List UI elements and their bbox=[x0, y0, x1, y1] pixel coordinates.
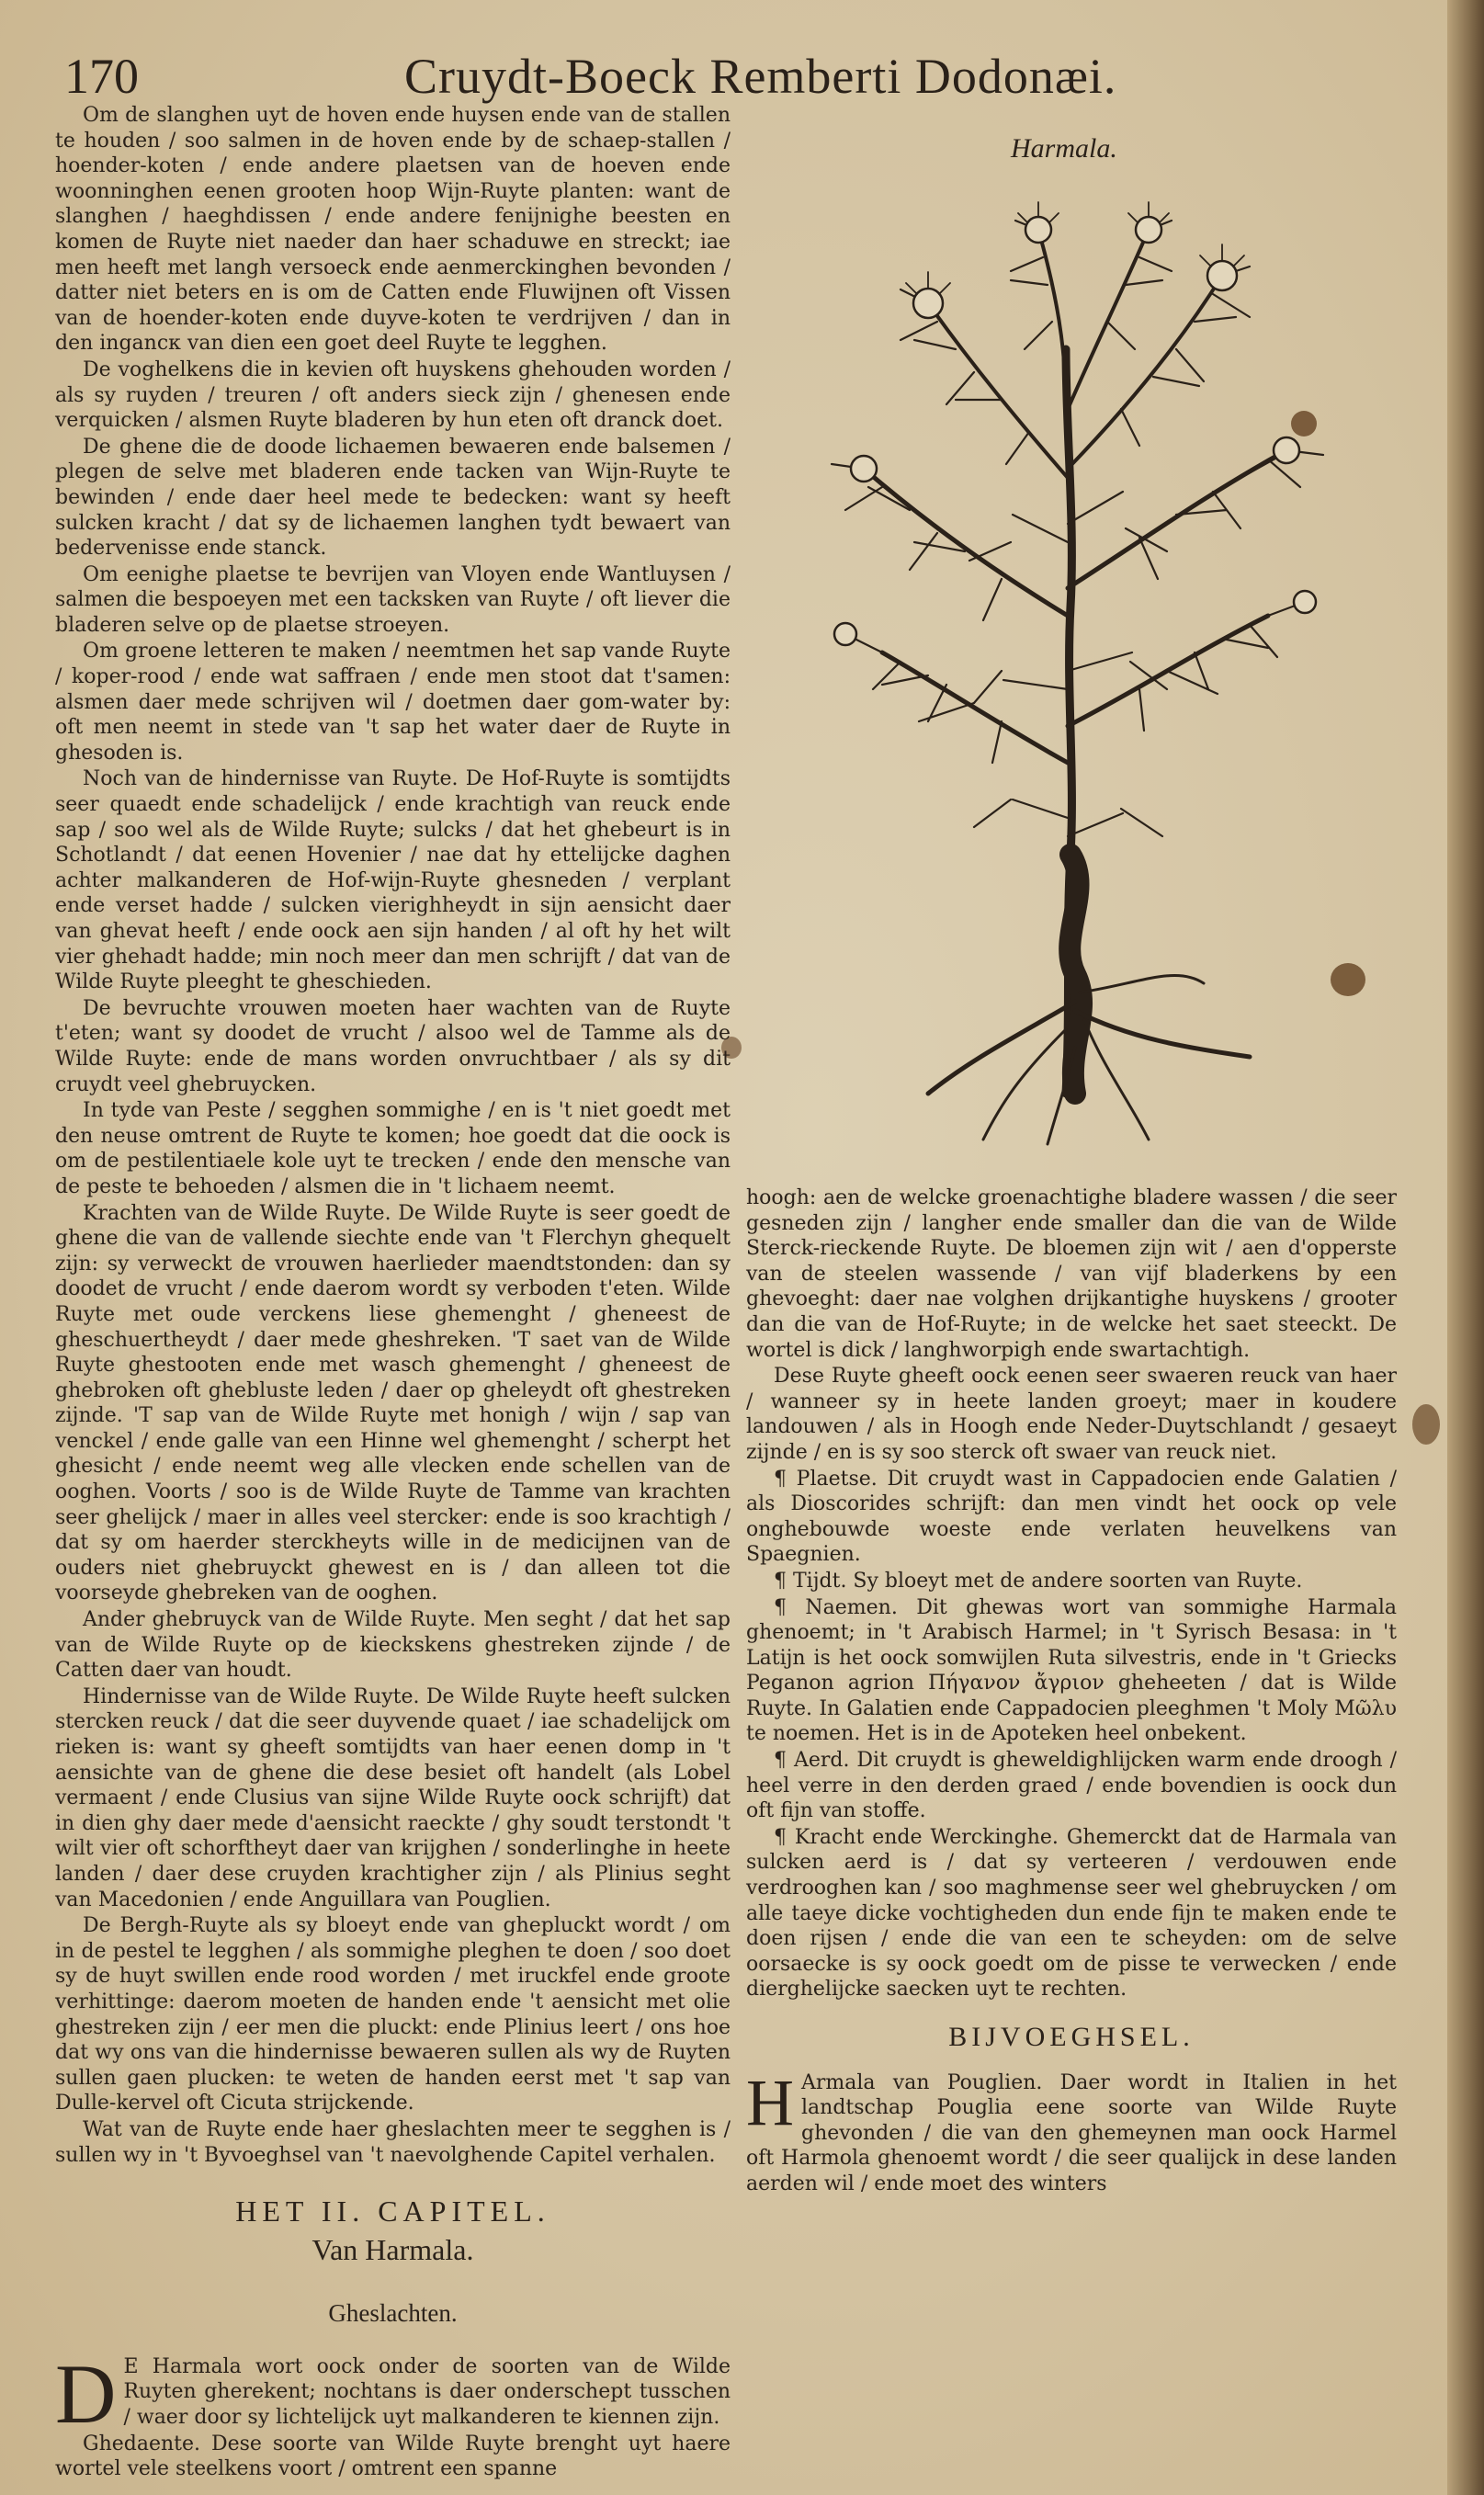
harmala-plant-woodcut bbox=[790, 175, 1360, 1149]
paragraph: ¶ Tijdt. Sy bloeyt met de andere soorten van Ruyte. bbox=[774, 1569, 1303, 1593]
drop-cap: D bbox=[55, 2346, 117, 2441]
paragraph: Ghedaente. Dese soorte van Wilde Ruyte brenght uyt haere wortel vele steelkens voort / omtrent een spanne bbox=[55, 2432, 731, 2481]
running-title: Cruydt-Boeck Remberti Dodonæi. bbox=[404, 49, 1117, 104]
chapter-subtitle: Van Harmala. bbox=[312, 2232, 474, 2266]
ink-stain bbox=[1412, 1404, 1440, 1445]
paragraph: hoogh: aen de welcke groenachtighe bladere wassen / die seer gesneden zijn / langher ende smaller dan die van de Wilde Sterck-rieckende Ruyte. De bloemen zijn wit / aen d'opperste van de steelen wassende / van vijf bladerkens by een ghevoeght: daer nae volghen drijkantighe huyskens / grooter dan die van de Hof-Ruyte; in de welcke het saet steeckt. De wortel is dick / langhworpigh ende swartachtigh. bbox=[746, 1186, 1397, 1362]
paragraph: Krachten van de Wilde Ruyte. De Wilde Ruyte is seer goedt de ghene die van de vallende siechte ende van 't Flerchyn ghequelt zijn: sy verweckt de vrouwen haerlieder maendtstonden: dan sy doodet de vrucht / ende daerom wordt sy verboden t'eten. Wilde Ruyte met oude verckens liese ghemenght / gheneest de gheschuertheydt / daer mede gheshreken. 'T saet van de Wilde Ruyte ghestooten ende met wasch ghemenght / gheneest de ghebroken oft ghebluste leden / daer op gheleydt oft ghestreken zijnde. 'T sap van de Wilde Ruyte met honigh / wijn / sap van venckel / ende galle van een Hinne wel ghemenght / scherpt het ghesicht / ende neemt weg alle vlecken ende schellen van de ooghen. Voorts / soo is de Wilde Ruyte de Tamme van krachten seer ghelijck / maer in alles veel stercker: ende is soo krachtigh / dat sy om haerder sterckheyts wille in de medicijnen van de ouders niet ghebruyckt ghewest en is / dan alleen tot die voorseyde ghebreken van de ooghen. bbox=[55, 1201, 731, 1605]
paragraph: Ander ghebruyck van de Wilde Ruyte. Men seght / dat het sap van de Wilde Ruyte op de kieckskens ghestreken zijnde / de Catten daer van houdt. bbox=[55, 1608, 731, 1683]
page-number: 170 bbox=[64, 49, 139, 104]
paragraph: De Bergh-Ruyte als sy bloeyt ende van ghepluckt wordt / om in de pestel te legghen / als sommighe pleghen te doen / soo doet sy de huyt swillen ende rood worden / met iruckfel ende groote verhittinge: daerom moeten de handen ende 't aensicht met olie ghestreken zijn / eer men die pluckt: ende Plinius leert / ons hoe dat wy ons van die hindernisse bewaeren sullen als wy de Ruyten sullen gaen plucken: te weten de handen eerst met 't sap van Dulle-kervel oft Cicuta strijckende. bbox=[55, 1914, 731, 2115]
paragraph: Om de slanghen uyt de hoven ende huysen ende van de stallen te houden / soo salmen in de hoven ende by de schaep-stallen / hoender-koten / ende andere plaetsen van de hoeven ende woonninghen eenen grooten hoop Wijn-Ruyte planten: want de slanghen / haeghdissen / ende andere fenijnighe beesten en komen de Ruyte niet naeder dan haer schaduwe en streckt; iae men heeft met langh versoeck ende aenmerckinghen bevonden / datter niet beters en is om de Catten ende Fluwijnen oft Vissen van de hoender-koten ende duyve-koten te verdrijven / dan in den ingancк van dien een goet deel Ruyte te legghen. bbox=[55, 104, 731, 356]
paragraph: Wat van de Ruyte ende haer gheslachten meer te segghen is / sullen wy in 't Byvoeghsel van 't naevolghende Capitel verhalen. bbox=[55, 2117, 731, 2167]
paragraph: Om groene letteren te maken / neemtmen het sap vande Ruyte / koper-rood / ende wat saffraen / ende men stoot dat t'samen: alsmen daer mede schrijven wil / doetmen daer gom-water by: oft men neemt in stede van 't sap het water daer de Ruyte in ghesoden is. bbox=[55, 640, 731, 765]
paragraph: ¶ Naemen. Dit ghewas wort van sommighe Harmala ghenoemt; in 't Arabisch Harmel; in 't Syrisch Besasa: in 't Latijn is het oock somwijlen Ruta silvestris, ende in 't Griecks Peganon agrion Πήγανον ἄγριον gheheeten / dat is Wilde Ruyte. In Galatien ende Cappadocien pleeghmen 't Moly Μῶλυ te noemen. Het is in de Apoteken heel onbekent. bbox=[746, 1595, 1397, 1746]
supplement-paragraph bbox=[746, 2065, 1397, 2197]
paragraph: De ghene die de doode lichaemen bewaeren ende balsemen / plegen de selve met bladeren ende tacken van Wijn-Ruyte te bewinden / ende daer heel mede te bedecken: want sy heeft sulcken kracht / dat sy de lichaemen langhen tydt bewaert van bedervenisse ende stanck. bbox=[55, 435, 731, 561]
paragraph: In tyde van Peste / segghen sommighe / en is 't niet goedt met den neuse omtrent de Ruyte te komen; hoe goedt dat die oock is om de pestilentiaele kole uyt te trecken / ende den mensche van de peste te behoeden / alsmen die in 't lichaem neemt. bbox=[55, 1099, 731, 1198]
book-binding-shadow bbox=[1447, 0, 1484, 2495]
chapter-first-paragraph bbox=[55, 2346, 731, 2441]
paragraph: Noch van de hindernisse van Ruyte. De Hof-Ruyte is somtijdts seer quaedt ende schadelijck / ende krachtigh van reuck ende sap / soo wel als de Wilde Ruyte; sulcks / dat het ghebeurt is in Schotlandt / dat eenen Hovenier / nae dat hy ettelijcke daghen achter malkanderen de Hof-wijn-Ruyte ghesneden / verplant ende verset hadde / sulcken vierighheydt in sijn aensicht daer van ghevat heeft / ende oock aen sijn handen / al oft hy het wilt vier ghehadt hadde; min noch meer dan men schrijft / dat van de Wilde Ruyte pleeght te gheschieden. bbox=[55, 767, 731, 994]
right-text-column bbox=[746, 1185, 1397, 2198]
supplement-heading: BIJVOEGHSEL. bbox=[948, 2022, 1195, 2052]
paragraph: De bevruchte vrouwen moeten haer wachten van de Ruyte t'eten; want sy doodet de vrucht / alsoo wel de Tamme als de Wilde Ruyte: ende de mans worden onvruchtbaer / als sy dit cruydt veel ghebruycken. bbox=[55, 996, 731, 1096]
chapter-heading: HET II. CAPITEL. bbox=[235, 2194, 550, 2228]
paragraph: Dese Ruyte gheeft oock eenen seer swaeren reuck van haer / wanneer sy in heete landen groeyt; maer in koudere landouwen / als in Hoogh ende Neder-Duytschlandt / gesaeyt zijnde / en is sy soo sterck oft swaer van reuck niet. bbox=[746, 1365, 1397, 1464]
section-heading: Gheslachten. bbox=[328, 2299, 458, 2328]
paragraph: ¶ Kracht ende Werckinghe. Ghemerckt dat de Harmala van sulcken aerd is / dat sy verteeren / verdouwen ende verdrooghen kan / soo maghmense seer wel ghebruycken / om alle taeye dicke vochtigheden dun ende fijn te maken ende te doen rijsen / ende die van een te scheyden: om de selve oorsaecke is sy oock goedt om de pisse te verwecken / ende dierghelijcke saecken uyt te rechten. bbox=[746, 1825, 1397, 2002]
paragraph: ¶ Plaetse. Dit cruydt wast in Cappadocien ende Galatien / als Dioscorides schrijft: dan men vindt het oock op vele onghebouwde woeste ende verlaten heuvelkens van Spaegnien. bbox=[746, 1467, 1397, 1567]
drop-cap: H bbox=[746, 2065, 794, 2139]
paragraph: Om eenighe plaetse te bevrijen van Vloyen ende Wantluysen / salmen die bespoeyen met een tacksken van Ruyte / oft liever die bladeren selve op de plaetse stroeyen. bbox=[55, 562, 731, 637]
paragraph: Hindernisse van de Wilde Ruyte. De Wilde Ruyte heeft sulcken stercken reuck / dat die seer duyvende quaet / iae schadelijck om rieken is: want sy gheeft somtijdts van haer eenen domp in 't aensichte van de ghene die dese besiet oft handelt (als Lobel vermaent / ende Clusius van sijne Wilde Ruyte oock schrijft) dat in dien ghy daer mede d'aensicht raeckte / ghy soudt terstondt 't wilt vier oft schorftheyt daer van krijghen / sonderlinghe in heete landen / daer dese cruyden krachtigher zijn / als Plinius seght van Macedonien / ende Anguillara van Pouglien. bbox=[55, 1684, 731, 1911]
paragraph-text: E Harmala wort oock onder de soorten van de Wilde Ruyten gherekent; nochtans is daer onderschept tusschen / waer door sy lichtelijck uyt malkanderen te kiennen zijn. bbox=[123, 2354, 731, 2430]
paragraph: De voghelkens die in kevien oft huyskens ghehouden worden / als sy ruyden / treuren / oft anders sieck zijn / ghenesen ende verquicken / alsmen Ruyte bladeren by hun eten oft dranck doet. bbox=[55, 357, 731, 433]
paragraph-text: Armala van Pouglien. Daer wordt in Italien in het landtschap Pouglia eene soorte van Wilde Ruyte ghevonden / die van den ghemeynen man oock Harmel oft Harmola ghenoemt wordt / die seer qualijck in dese landen aerden wil / ende moet des winters bbox=[746, 2070, 1397, 2195]
paragraph: ¶ Aerd. Dit cruydt is gheweldighlijcken warm ende droogh / heel verre in den derden graed / ende bovendien is oock dun oft fijn van stoffe. bbox=[746, 1749, 1397, 1823]
illustration-title: Harmala. bbox=[1011, 133, 1117, 164]
left-text-column bbox=[55, 103, 731, 2483]
